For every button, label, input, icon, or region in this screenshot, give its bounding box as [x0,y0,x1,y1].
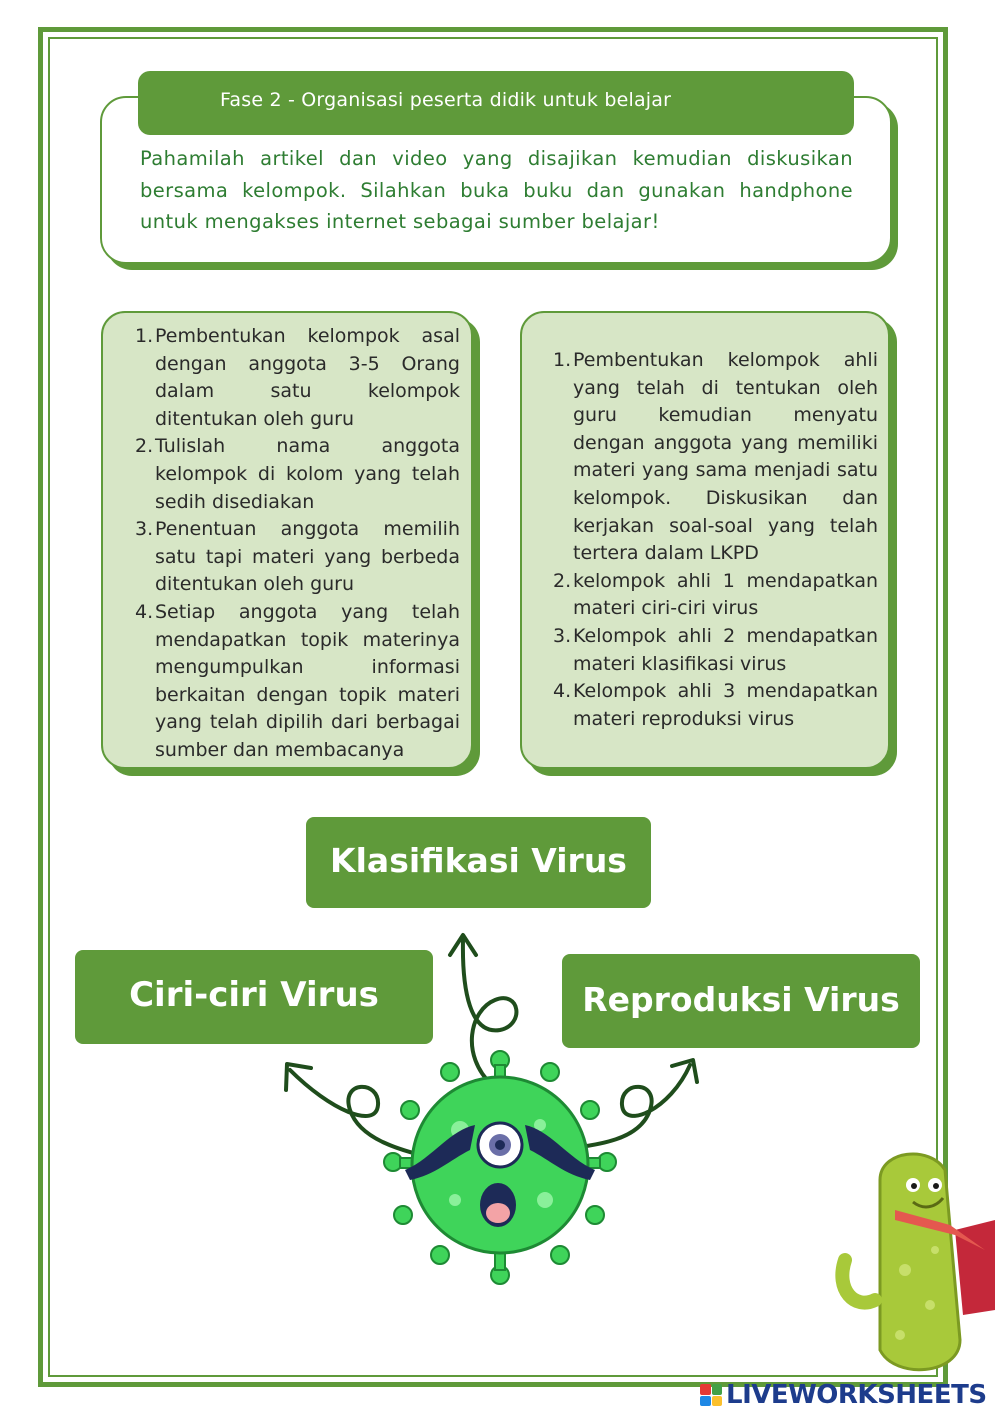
phase-instruction: Pahamilah artikel dan video yang disajikan kemudian diskusikan bersama kelompok. Silahkan buka buku dan gunakan handphone untuk mengakses internet sebagai sumber belajar! [140,147,853,233]
topic-reproduksi: Reproduksi Virus [562,954,920,1048]
phase-title: Fase 2 - Organisasi peserta didik untuk belajar [138,71,854,135]
watermark-text: LIVEWORKSHEETS [726,1380,987,1410]
bacteria-mascot-icon [835,1140,1000,1380]
topic-klasifikasi: Klasifikasi Virus [306,817,651,908]
list-item: 2. Tulislah nama anggota kelompok di kolom yang telah sedih disediakan [135,435,460,513]
list-item: 2. kelompok ahli 1 mendapatkan materi ciri-ciri virus [553,569,878,620]
list-item: 4. Kelompok ahli 3 mendapatkan materi reproduksi virus [553,680,878,730]
list-item: 3. Penentuan anggota memilih satu tapi materi yang berbeda ditentukan oleh guru [135,518,460,596]
list-item: 3. Kelompok ahli 2 mendapatkan materi klasifikasi virus [553,624,878,675]
list-item: 4. Setiap anggota yang telah mendapatkan topik materinya mengumpulkan informasi berkaitan dengan topik materi yang telah dipilih dari berbagai sumber dan membacanya [135,600,460,761]
virus-character-icon [375,1050,625,1290]
topic-ciri-ciri: Ciri-ciri Virus [75,950,433,1044]
liveworksheets-watermark [700,1380,987,1410]
list-item: 1. Pembentukan kelompok ahli yang telah di tentukan oleh guru kemudian menyatu dengan anggota yang memiliki materi yang sama menjadi satu kelompok. Diskusikan dan kerjakan soal-soal yang telah tertera dalam LKPD [553,349,878,565]
liveworksheets-logo-icon [700,1384,722,1406]
list-item: 1. Pembentukan kelompok asal dengan anggota 3-5 Orang dalam satu kelompok ditentukan oleh guru [135,325,460,430]
